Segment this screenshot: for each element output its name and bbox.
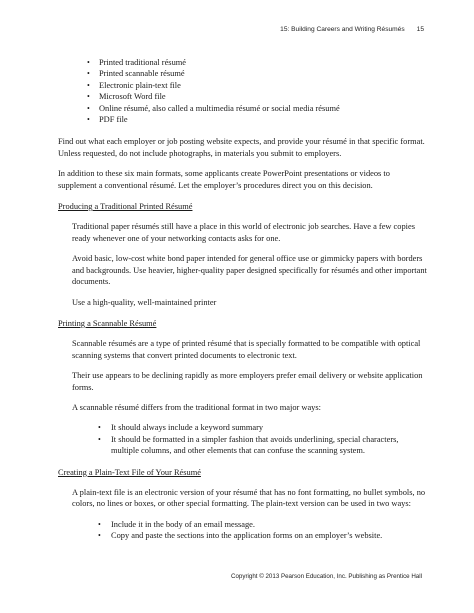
list-item: • Printed traditional résumé [87,58,186,67]
plain-text-uses-list [58,519,428,542]
bullet-icon: • [98,434,101,444]
bullet-icon: • [87,103,90,113]
resume-formats-list [58,57,428,125]
list-item: • It should always include a keyword summary [98,423,264,433]
bullet-icon: • [87,58,90,67]
section-paragraph: Avoid basic, low-cost white bond paper intended for general office use or gimmicky papers with borders and backgrounds. Use heavier, higher-quality paper designed specifically for résumés and other important documents. [72,254,427,287]
bullet-icon: • [98,531,101,541]
section-heading-scannable: Printing a Scannable Résumé [58,318,157,328]
section-paragraph: Scannable résumés are a type of printed résumé that is specially formatted to be compatible with optical scanning systems that convert printed documents to electronic text. [72,339,421,360]
bullet-icon: • [87,115,90,125]
intro-paragraph: In addition to these six main formats, some applicants create PowerPoint presentations or videos to supplement a conventional résumé. Let the employer’s procedures direct you on this decision. [58,169,390,190]
list-item: • Include it in the body of an email message. [98,519,255,529]
section-heading-traditional: Producing a Traditional Printed Résumé [58,202,193,212]
list-item: • Electronic plain-text file [87,80,181,90]
header-title: 15: Building Careers and Writing Résumés [280,26,405,33]
section-paragraph: A plain-text file is an electronic version of your résumé that has no font formatting, no bullet symbols, no colors, no lines or boxes, or other special formatting. The plain-text version can be used in two ways: [72,487,426,509]
list-item: • It should be formatted in a simpler fashion that avoids underlining, special characters, multiple columns, and other elements that can confuse the scanning system. [98,434,399,456]
section-paragraph: Use a high-quality, well-maintained printer [72,297,217,307]
bullet-icon: • [87,69,90,79]
section-paragraph: Traditional paper résumés still have a place in this world of electronic job searches. Have a few copies ready whenever one of your networking contacts asks for one. [72,222,415,243]
bullet-icon: • [87,80,90,90]
list-item: • Online résumé, also called a multimedia résumé or social media résumé [87,103,340,113]
bullet-icon: • [98,519,101,529]
page-number: 15 [416,26,424,33]
bullet-icon: • [87,92,90,102]
list-item: • Copy and paste the sections into the application forms on an employer’s website. [98,531,383,541]
section-paragraph: A scannable résumé differs from the traditional format in two major ways: [72,402,321,412]
list-item: • Microsoft Word file [87,92,166,102]
section-paragraph: Their use appears to be declining rapidly as more employers prefer email delivery or website application forms. [72,371,423,392]
running-header [280,26,424,33]
list-item: • Printed scannable résumé [87,69,185,79]
intro-paragraph: Find out what each employer or job posting website expects, and provide your résumé in that specific format. Unless requested, do not include photographs, in materials you submit to employers. [58,137,425,158]
section-heading-plain-text: Creating a Plain-Text File of Your Résumé [58,467,201,477]
document-body [58,57,428,542]
scannable-differences-list [58,422,428,456]
list-item: • PDF file [87,115,128,125]
copyright-footer: Copyright © 2013 Pearson Education, Inc. Publishing as Prentice Hall [231,573,422,580]
bullet-icon: • [98,423,101,433]
